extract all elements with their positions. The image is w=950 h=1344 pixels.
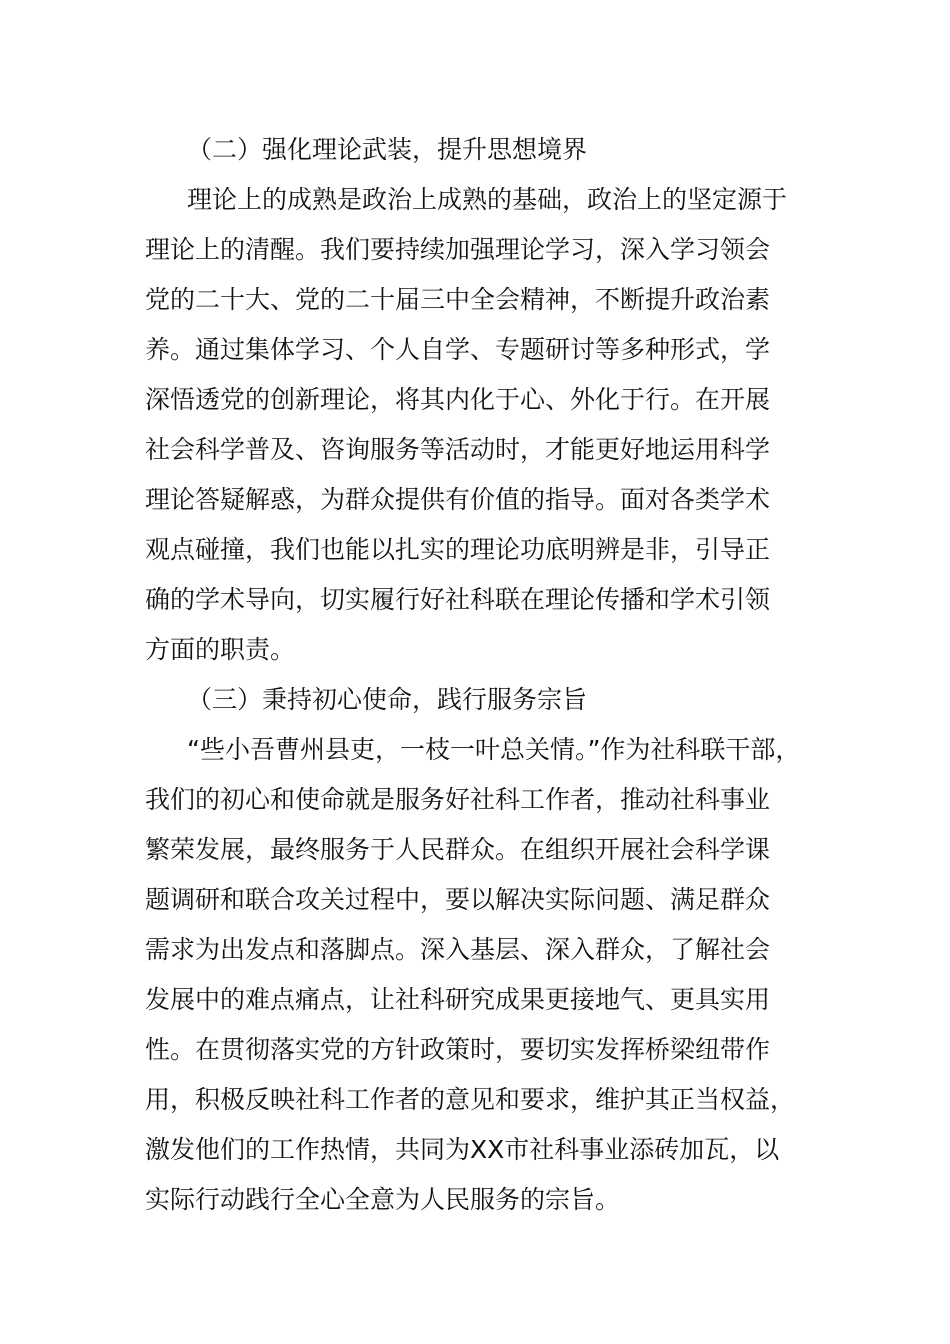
paragraph-line: 社会科学普及、咨询服务等活动时，才能更好地运用科学	[145, 435, 771, 464]
paragraph-line: “些小吾曹州县吏，一枝一叶总关情。”作为社科联干部，	[187, 735, 801, 764]
paragraph-line: 实际行动践行全心全意为人民服务的宗旨。	[145, 1185, 621, 1214]
paragraph-line: 养。通过集体学习、个人自学、专题研讨等多种形式，学	[145, 335, 771, 364]
section-heading-2: （二）强化理论武装，提升思想境界	[187, 135, 588, 164]
paragraph-line: 确的学术导向，切实履行好社科联在理论传播和学术引领	[145, 585, 771, 614]
paragraph-line: 繁荣发展，最终服务于人民群众。在组织开展社会科学课	[145, 835, 771, 864]
paragraph-line: 激发他们的工作热情，共同为XX市社科事业添砖加瓦，以	[145, 1135, 780, 1164]
paragraph-line: 理论上的成熟是政治上成熟的基础，政治上的坚定源于	[187, 185, 788, 214]
paragraph-line: 理论答疑解惑，为群众提供有价值的指导。面对各类学术	[145, 485, 771, 514]
paragraph-line: 理论上的清醒。我们要持续加强理论学习，深入学习领会	[145, 235, 771, 264]
paragraph-line: 用，积极反映社科工作者的意见和要求，维护其正当权益，	[145, 1085, 796, 1114]
section-heading-3: （三）秉持初心使命，践行服务宗旨	[187, 685, 588, 714]
paragraph-line: 党的二十大、党的二十届三中全会精神，不断提升政治素	[145, 285, 771, 314]
paragraph-line: 我们的初心和使命就是服务好社科工作者，推动社科事业	[145, 785, 771, 814]
paragraph-line: 深悟透党的创新理论，将其内化于心、外化于行。在开展	[145, 385, 771, 414]
paragraph-line: 方面的职责。	[145, 635, 296, 664]
paragraph-line: 题调研和联合攻关过程中，要以解决实际问题、满足群众	[145, 885, 771, 914]
paragraph-line: 发展中的难点痛点，让社科研究成果更接地气、更具实用	[145, 985, 771, 1014]
paragraph-line: 观点碰撞，我们也能以扎实的理论功底明辨是非，引导正	[145, 535, 771, 564]
paragraph-line: 性。在贯彻落实党的方针政策时，要切实发挥桥梁纽带作	[145, 1035, 771, 1064]
paragraph-line: 需求为出发点和落脚点。深入基层、深入群众，了解社会	[145, 935, 771, 964]
